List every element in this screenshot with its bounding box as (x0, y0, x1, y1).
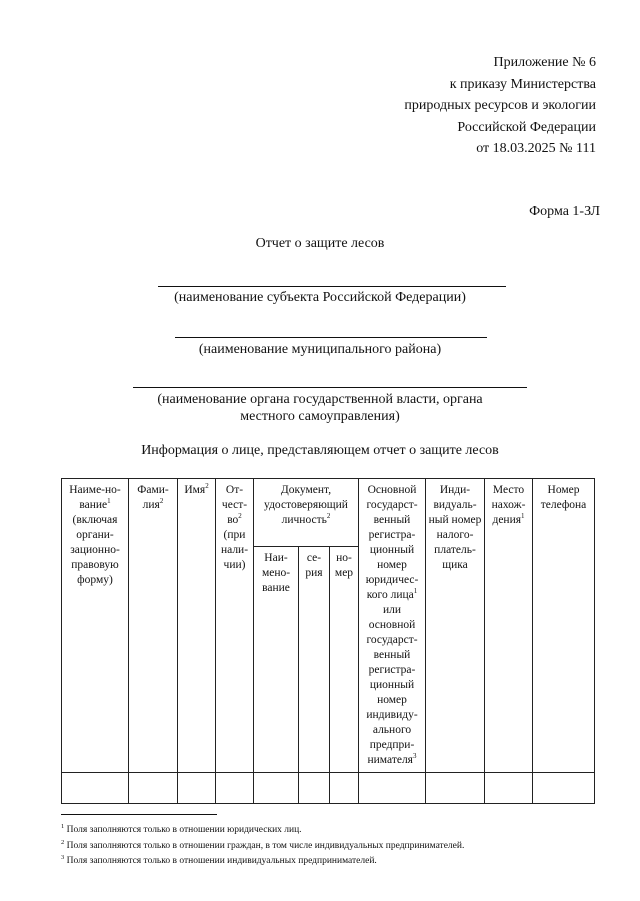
document-title: Отчет о защите лесов (255, 236, 385, 251)
header-name: Наиме-но-вание$^1$ (включая органи-зационно-правовую форму) (62, 479, 129, 773)
header-doc-number: но-мер (330, 547, 359, 773)
header-location: Место нахож-дения$^1$ (485, 479, 533, 773)
cell-surname[interactable] (129, 773, 178, 804)
header-surname: Фами-лия$^2$ (129, 479, 178, 773)
section-subtitle: Информация о лице, представляющем отчет о защите лесов (141, 443, 499, 458)
authority-fill-line[interactable] (133, 387, 527, 388)
footnote-2: $^2$ Поля заполняются только в отношении граждан, в том числе индивидуальных предпринимателей. (61, 838, 465, 851)
cell-doc-number[interactable] (330, 773, 359, 804)
person-info-table (61, 478, 595, 804)
subject-fill-line[interactable] (158, 286, 506, 287)
appendix-date-line: от 18.03.2025 № 111 (476, 141, 596, 156)
form-label: Форма 1-ЗЛ (529, 204, 600, 219)
cell-location[interactable] (485, 773, 533, 804)
header-firstname: Имя$^2$ (178, 479, 216, 773)
footnote-separator (61, 814, 217, 815)
cell-doc-series[interactable] (299, 773, 330, 804)
header-phone: Номер телефона (533, 479, 595, 773)
appendix-country-line: Российской Федерации (457, 119, 596, 135)
appendix-order-line: к приказу Министерства (449, 76, 596, 92)
district-caption: (наименование муниципального района) (198, 342, 442, 357)
cell-firstname[interactable] (178, 773, 216, 804)
appendix-number: Приложение № 6 (493, 55, 596, 70)
cell-name[interactable] (62, 773, 129, 804)
header-inn: Инди-видуаль-ный номер налого-платель-щика (426, 479, 485, 773)
table-row[interactable] (62, 773, 595, 804)
authority-caption-line-2: местного самоуправления) (240, 409, 400, 424)
cell-patronymic[interactable] (216, 773, 254, 804)
header-ogrn: Основной государст-венный регистра-ционный номер юридичес-кого лица$^1$ или основной государст-венный регистра-ционный номер индивиду-ального предпри-нимателя$^3$ (359, 479, 426, 773)
cell-phone[interactable] (533, 773, 595, 804)
footnote-1: $^1$ Поля заполняются только в отношении юридических лиц. (61, 823, 302, 836)
appendix-header (404, 52, 596, 160)
header-doc-name: Наи-мено-вание (254, 547, 299, 773)
subject-caption: (наименование субъекта Российской Федерации) (174, 290, 466, 305)
cell-doc-name[interactable] (254, 773, 299, 804)
cell-ogrn[interactable] (359, 773, 426, 804)
footnotes (61, 821, 464, 868)
header-patronymic: $От-чест-во^2$ (при нали-чии) (216, 479, 254, 773)
authority-caption-line-1: (наименование органа государственной власти, органа (157, 392, 483, 407)
table-header-row (62, 479, 595, 547)
header-document: Документ, удостоверяющий личность$^2$ (254, 479, 359, 547)
authority-caption (0, 391, 640, 425)
footnote-3: $^3$ Поля заполняются только в отношении индивидуальных предпринимателей. (61, 854, 377, 867)
header-doc-series: се-рия (299, 547, 330, 773)
district-fill-line[interactable] (175, 337, 487, 338)
cell-inn[interactable] (426, 773, 485, 804)
appendix-ministry-line: природных ресурсов и экологии (404, 98, 596, 113)
